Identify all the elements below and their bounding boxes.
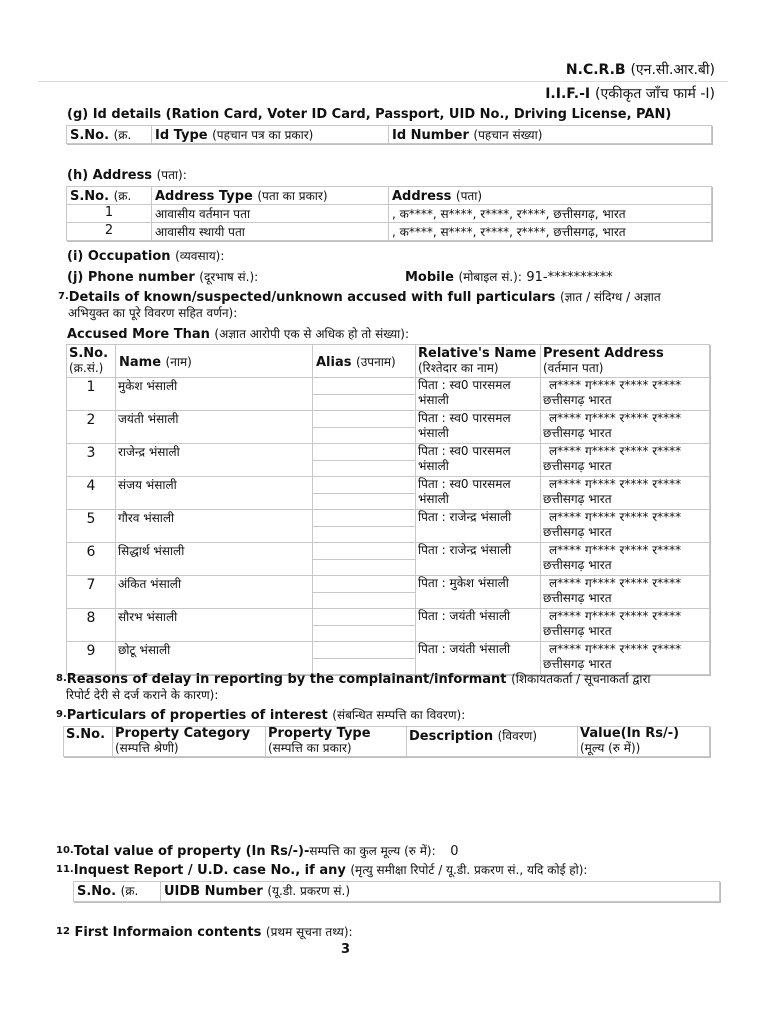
accused-address [541,477,710,510]
org-name-hindi: (एन.सी.आर.बी) [630,62,715,78]
inquest-table [73,881,720,902]
col-sno: S.No. [64,727,113,757]
accused-section-label-cont: अभियुक्त का पूरे विवरण सहित वर्णन): [68,306,238,320]
col-relative-name: Relative's Name (रिश्तेदार का नाम) [416,345,541,378]
accused-address [541,444,710,477]
row-address-type: आवासीय वर्तमान पता [152,205,389,223]
col-present-address: Present Address (वर्तमान पता) [541,345,710,378]
phone-label: (j) Phone number (दूरभाष सं.): [67,270,259,285]
total-value: 0 [450,844,459,859]
table-row [67,223,712,241]
accused-relative: पिता : जयंती भंसाली [416,609,541,642]
col-address-type: Address Type (पता का प्रकार) [152,187,389,205]
properties-section-label: 9.Particulars of properties of interest (संबन्धित सम्पत्ति का विवरण): [56,708,466,723]
row-address: , क****, स****, र****, र****, छत्तीसगढ़, भारत [389,205,712,223]
address-line-1: ल**** ग**** र**** र**** [549,609,682,623]
col-description: Description (विवरण) [407,727,578,757]
mobile-field: Mobile (मोबाइल सं.): 91-********** [405,270,613,285]
col-id-number: Id Number (पहचान संख्या) [389,126,712,144]
accused-name: सौरभ भंसाली [116,609,313,642]
id-details-table [66,125,712,144]
col-sno: S.No. (क्र. [67,126,152,144]
col-id-type: Id Type (पहचान पत्र का प्रकार) [152,126,389,144]
properties-table [63,726,710,757]
address-line-2: छत्तीसगढ़ भारत [543,591,612,605]
address-line-2: छत्तीसगढ़ भारत [543,558,612,572]
page-number: 3 [341,942,351,957]
form-name-hindi: (एकीकृत जाँच फार्म -I) [594,86,715,102]
accused-sno: 6 [67,543,116,576]
accused-relative: पिता : राजेन्द्र भंसाली [416,510,541,543]
delay-section-label-cont: रिपोर्ट देरी से दर्ज कराने के कारण): [66,688,219,702]
accused-relative: पिता : स्व0 पारसमल भंसाली [416,411,541,444]
accused-alias [313,576,416,609]
accused-row [67,576,710,609]
address-line-2: छत्तीसगढ़ भारत [543,624,612,638]
accused-row [67,609,710,642]
address-line-2: छत्तीसगढ़ भारत [543,525,612,539]
accused-address [541,609,710,642]
accused-alias [313,378,416,411]
accused-row [67,411,710,444]
accused-name: जयंती भंसाली [116,411,313,444]
accused-address [541,378,710,411]
accused-name: छोटू भंसाली [116,642,313,675]
col-property-category: Property Category (सम्पत्ति श्रेणी) [113,727,266,757]
accused-name: गौरव भंसाली [116,510,313,543]
address-line-2: छत्तीसगढ़ भारत [543,426,612,440]
accused-alias [313,609,416,642]
org-name: N.C.R.B [565,62,626,78]
accused-address [541,510,710,543]
accused-name: मुकेश भंसाली [116,378,313,411]
accused-row [67,510,710,543]
fir-contents-label: 12 First Informaion contents (प्रथम सूचना तथ्य): [56,925,353,940]
accused-name: सिद्धार्थ भंसाली [116,543,313,576]
accused-address [541,543,710,576]
col-address: Address (पता) [389,187,712,205]
col-alias: Alias (उपनाम) [313,345,416,378]
accused-row [67,477,710,510]
accused-relative: पिता : स्व0 पारसमल भंसाली [416,378,541,411]
address-line-1: ल**** ग**** र**** र**** [549,510,682,524]
address-table [66,186,712,241]
row-address: , क****, स****, र****, र****, छत्तीसगढ़, भारत [389,223,712,241]
alias-value [313,444,415,461]
accused-name: संजय भंसाली [116,477,313,510]
alias-value [313,576,415,593]
accused-sno: 1 [67,378,116,411]
id-details-label: (g) Id details (Ration Card, Voter ID Card, Passport, UID No., Driving License, PAN) [67,107,672,122]
occupation-label: (i) Occupation (व्यवसाय): [67,249,225,264]
address-line-1: ल**** ग**** र**** र**** [549,543,682,557]
col-sno: S.No. (क्र. [67,187,152,205]
col-name: Name (नाम) [116,345,313,378]
table-row [67,205,712,223]
accused-sno: 5 [67,510,116,543]
accused-relative: पिता : राजेन्द्र भंसाली [416,543,541,576]
alias-value [313,411,415,428]
accused-more-than-label: Accused More Than (अज्ञात आरोपी एक से अधिक हो तो संख्या): [67,327,410,342]
accused-alias [313,477,416,510]
accused-alias [313,444,416,477]
accused-sno: 4 [67,477,116,510]
accused-alias [313,510,416,543]
address-line-1: ल**** ग**** र**** र**** [549,378,682,392]
alias-value [313,543,415,560]
address-line-1: ल**** ग**** र**** र**** [549,411,682,425]
col-property-type: Property Type (सम्पत्ति का प्रकार) [266,727,407,757]
address-line-2: छत्तीसगढ़ भारत [543,393,612,407]
delay-section-label: 8.Reasons of delay in reporting by the complainant/informant (शिकायतकर्ता / सूचनाकर्ता द्वारा [56,672,651,687]
accused-section-label: 7.Details of known/suspected/unknown accused with full particulars (ज्ञात / संदिग्ध / अज्ञात [58,290,661,305]
accused-name: राजेन्द्र भंसाली [116,444,313,477]
accused-sno: 9 [67,642,116,675]
col-value: Value(In Rs/-) (मूल्य (रु में)) [578,727,710,757]
accused-sno: 7 [67,576,116,609]
total-value-label: 10.Total value of property (In Rs/-)-सम्पत्ति का कुल मूल्य (रु में): 0 [56,844,459,859]
alias-value [313,477,415,494]
accused-sno: 2 [67,411,116,444]
accused-relative: पिता : स्व0 पारसमल भंसाली [416,477,541,510]
address-label: (h) Address (पता): [67,168,187,183]
accused-relative: पिता : मुकेश भंसाली [416,576,541,609]
accused-row [67,543,710,576]
accused-alias [313,411,416,444]
accused-row [67,378,710,411]
address-line-1: ल**** ग**** र**** र**** [549,576,682,590]
accused-row [67,444,710,477]
accused-alias [313,543,416,576]
address-line-1: ल**** ग**** र**** र**** [549,477,682,491]
address-line-2: छत्तीसगढ़ भारत [543,657,612,671]
accused-address [541,411,710,444]
form-header [545,84,715,103]
accused-sno: 8 [67,609,116,642]
accused-relative: पिता : जयंती भंसाली [416,642,541,675]
accused-table [66,344,710,675]
header-divider [38,81,728,82]
alias-value [313,510,415,527]
address-line-1: ल**** ग**** र**** र**** [549,444,682,458]
alias-value [313,642,415,659]
address-line-2: छत्तीसगढ़ भारत [543,459,612,473]
col-uidb-number: UIDB Number (यू.डी. प्रकरण सं.) [161,882,720,902]
accused-relative: पिता : स्व0 पारसमल भंसाली [416,444,541,477]
alias-value [313,378,415,395]
address-line-2: छत्तीसगढ़ भारत [543,492,612,506]
inquest-section-label: 11.Inquest Report / U.D. case No., if any (मृत्यु समीक्षा रिपोर्ट / यू.डी. प्रकरण सं., यदि कोई हो): [56,863,588,878]
address-line-1: ल**** ग**** र**** र**** [549,642,682,656]
row-address-type: आवासीय स्थायी पता [152,223,389,241]
col-sno: S.No. (क्र.सं.) [67,345,116,378]
row-sno: 1 [67,205,152,223]
accused-name: अंकित भंसाली [116,576,313,609]
form-name: I.I.F.-I [545,86,591,102]
org-header [566,60,715,79]
accused-address [541,576,710,609]
col-sno: S.No. (क्र. [74,882,161,902]
mobile-value: 91-********** [526,270,613,285]
row-sno: 2 [67,223,152,241]
alias-value [313,609,415,626]
accused-sno: 3 [67,444,116,477]
